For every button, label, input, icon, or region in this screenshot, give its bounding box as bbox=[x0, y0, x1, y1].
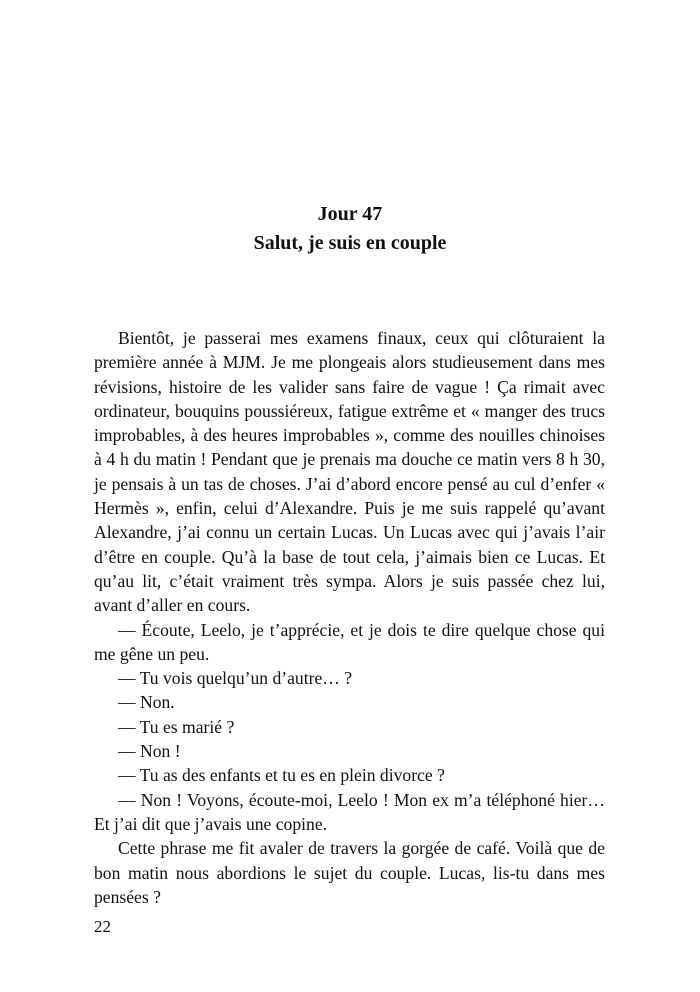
chapter-title: Salut, je suis en couple bbox=[253, 232, 447, 254]
dialogue-line: — Tu vois quelqu’un d’autre… ? bbox=[118, 668, 353, 689]
dialogue-line: — Non ! Voyons, écoute-moi, Leelo ! Mon ex m’a téléphoné hier… Et j’ai dit que j’avais une copine. bbox=[94, 789, 605, 834]
page-number: 22 bbox=[94, 917, 111, 936]
dialogue-line: — Tu es marié ? bbox=[118, 716, 235, 737]
chapter-body bbox=[94, 326, 605, 909]
dialogue-line: — Non ! bbox=[118, 741, 181, 762]
paragraph: Cette phrase me fit avaler de travers la gorgée de café. Voilà que de bon matin nous abordions le sujet du couple. Lucas, lis-tu dans mes pensées ? bbox=[94, 838, 605, 907]
dialogue-line: — Écoute, Leelo, je t’apprécie, et je dois te dire quelque chose qui me gêne un peu. bbox=[94, 619, 605, 664]
dialogue-line: — Non. bbox=[118, 692, 175, 713]
chapter-number: Jour 47 bbox=[317, 203, 383, 225]
paragraph: Bientôt, je passerai mes examens finaux, ceux qui clôturaient la première année à MJM. Je me plongeais alors studieusement dans mes révisions, histoire de les valider sans faire de vague ! Ça rimait avec ordinateur, bouquins poussiéreux, fatigue extrême et « manger des trucs improbables, à des heures improbables », comme des nouilles chinoises à 4 h du matin ! Pendant que je prenais ma douche ce matin vers 8 h 30, je pensais à un tas de choses. J’ai d’abord encore pensé au cul d’enfer « Hermès », enfin, celui d’Alexandre. Puis je me suis rappelé qu’avant Alexandre, j’ai connu un certain Lucas. Un Lucas avec qui j’avais l’air d’être en couple. Qu’à la base de tout cela, j’aimais bien ce Lucas. Et qu’au lit, c’était vraiment très sympa. Alors je suis passée chez lui, avant d’aller en cours. bbox=[94, 328, 605, 616]
dialogue-line: — Tu as des enfants et tu es en plein divorce ? bbox=[118, 765, 445, 786]
